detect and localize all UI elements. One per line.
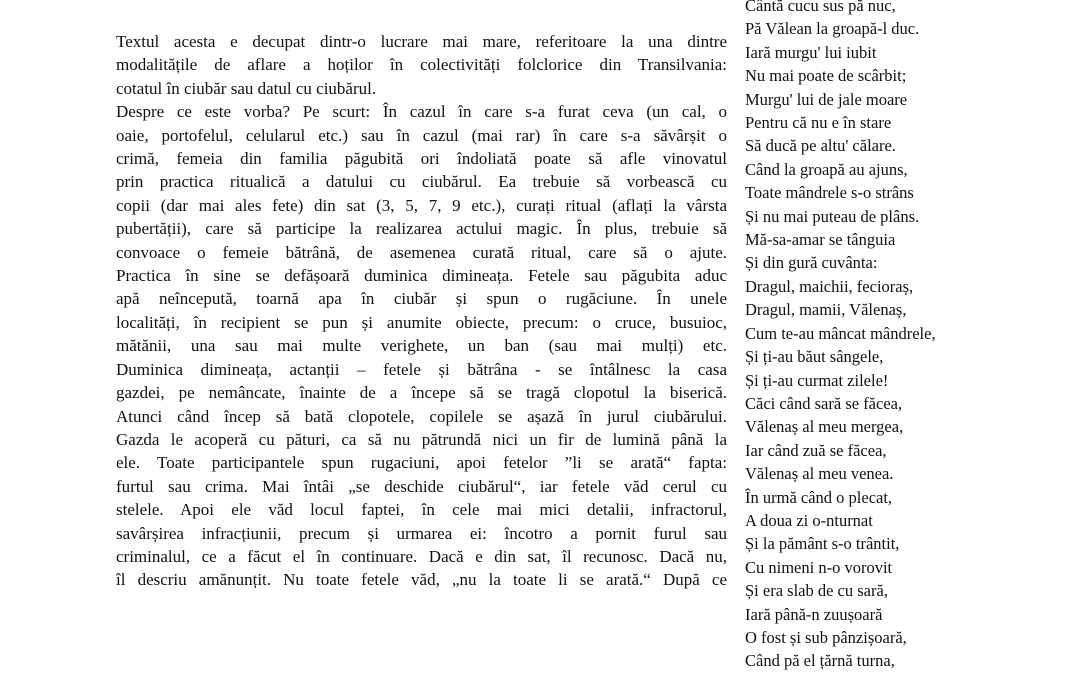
text-line: localități, în recipient se pun și anumite obiecte, precum: o cruce, busuioc,	[116, 312, 727, 332]
text-line: oaie, portofelul, celularul etc.) sau în cazul (mai rar) în care s-a săvârșit o	[116, 125, 727, 145]
text-line: savârșirea infracțiunii, precum și urmarea ei: încotro a pornit furul sau	[116, 523, 727, 543]
text-line: ele. Toate participantele spun rugaciuni, apoi fetelor ”li se arată“ fapta:	[116, 453, 727, 473]
text-line: Gazda le acoperă cu pături, ca să nu pătrundă nici un fir de lumină până la	[116, 429, 727, 449]
poem-line: Să ducă pe altu' călare.	[745, 136, 896, 156]
poem-line: Căci când sară se făcea,	[745, 393, 903, 413]
poem-line: Vălenaș al meu mergea,	[745, 417, 904, 437]
poem-line: Murgu' lui de jale moare	[745, 89, 908, 109]
poem-line: Și din gură cuvânta:	[745, 253, 878, 273]
text-line: stelele. Apoi ele văd locul faptei, în cele mai mici detalii, infractorul,	[116, 500, 727, 520]
poem-line: Iar când zuă se făcea,	[745, 440, 887, 460]
poem-line: Și la pământ s-o trântit,	[745, 534, 900, 554]
poem-line: Pentru că nu e în stare	[745, 113, 892, 133]
poem-line: Iară murgu' lui iubit	[745, 42, 877, 62]
main-text-column	[116, 30, 727, 592]
poem-line: În urmă când o plecat,	[745, 487, 893, 507]
poem-line: Mă-sa-amar se tânguia	[745, 230, 896, 250]
poem-line: Și ți-au curmat zilele!	[745, 370, 889, 390]
text-line: Practica în sine se defășoară duminica dimineața. Fetele sau păgubita aduc	[116, 266, 727, 286]
poem-line: Dragul, mamii, Vălenaș,	[745, 300, 907, 320]
text-line: criminalul, ce a făcut el în continuare. Dacă e din sat, îl recunosc. Dacă nu,	[116, 546, 727, 566]
text-line: modalitățile de aflare a hoților în colectivități folclorice din Transilvania:	[116, 55, 727, 75]
poem-line: Cum te-au mâncat mândrele,	[745, 323, 936, 343]
poem-line: Și ți-au băut sângele,	[745, 347, 884, 367]
poem-line: Dragul, maichii, fecioraș,	[745, 276, 914, 296]
text-line: crimă, femeia din familia păgubită ori îndoliată poate să afle vinovatul	[116, 149, 727, 169]
poem-line: Toate mândrele s-o strâns	[745, 183, 914, 203]
poem-line: Nu mai poate de scârbit;	[745, 66, 907, 86]
text-line: convoace o femeie bătrână, de asemenea curată ritual, care să o ajute.	[116, 242, 727, 262]
poem-line: O fost și sub pânzișoară,	[745, 627, 907, 647]
text-line: Duminica dimineața, actanții – fetele și bătrâna - se întâlnesc la casa	[116, 359, 727, 379]
text-line: Atunci când încep să bată clopotele, copilele se așază în jurul ciubărului.	[116, 406, 727, 426]
text-line: apă neîncepută, toarnă apa în ciubăr și spun o rugăciune. În unele	[116, 289, 727, 309]
poem-line: Când pă el țărnă turna,	[745, 651, 895, 671]
text-line: mătănii, una sau mai multe verighete, un ban (sau mai mulți) etc.	[116, 336, 727, 356]
body-paragraph	[116, 100, 727, 592]
poem-line: Pă Vălean la groapă-l duc.	[745, 19, 920, 39]
text-line: furtul sau crima. Mai întâi „se deschide ciubărul“, iar fetele văd cerul cu	[116, 476, 727, 496]
text-line: Despre ce este vorba? Pe scurt: În cazul în care s-a furat ceva (un cal, o	[116, 102, 727, 122]
text-line: prin practica ritualică a datului cu ciubărul. Ea trebuie să vorbească cu	[116, 172, 727, 192]
poem-line: A doua zi o-nturnat	[745, 510, 873, 530]
text-line: cotatul în ciubăr sau datul cu ciubărul.	[116, 78, 377, 98]
poem-line: Cântă cucu sus pă nuc,	[745, 0, 896, 15]
poem-column	[745, 0, 1065, 673]
text-line: Textul acesta e decupat dintr-o lucrare mai mare, referitoare la una dintre	[116, 32, 727, 51]
text-line: copii (dar mai ales fete) din sat (3, 5, 7, 9 etc.), curați ritual (aflați la vârsta	[116, 195, 727, 215]
text-line: pubertății), care să participe la realizarea actului magic. În plus, trebuie să	[116, 219, 727, 239]
poem-line: Și nu mai puteau de plâns.	[745, 206, 920, 226]
poem-line: Cu nimeni n-o vorovit	[745, 557, 893, 577]
poem-line: Și era slab de cu sară,	[745, 581, 888, 601]
intro-paragraph	[116, 30, 727, 100]
poem-line: Vălenaș al meu venea.	[745, 464, 894, 484]
text-line: gazdei, pe nemâncate, înainte de a începe să se tragă clopotul la biserică.	[116, 383, 727, 403]
poem-line: Când la groapă au ajuns,	[745, 159, 908, 179]
poem-line: Iară până-n zuușoară	[745, 604, 883, 624]
text-line: îl descriu amănunțit. Nu toate fetele văd, „nu la toate li se arată.“ După ce	[116, 570, 727, 590]
